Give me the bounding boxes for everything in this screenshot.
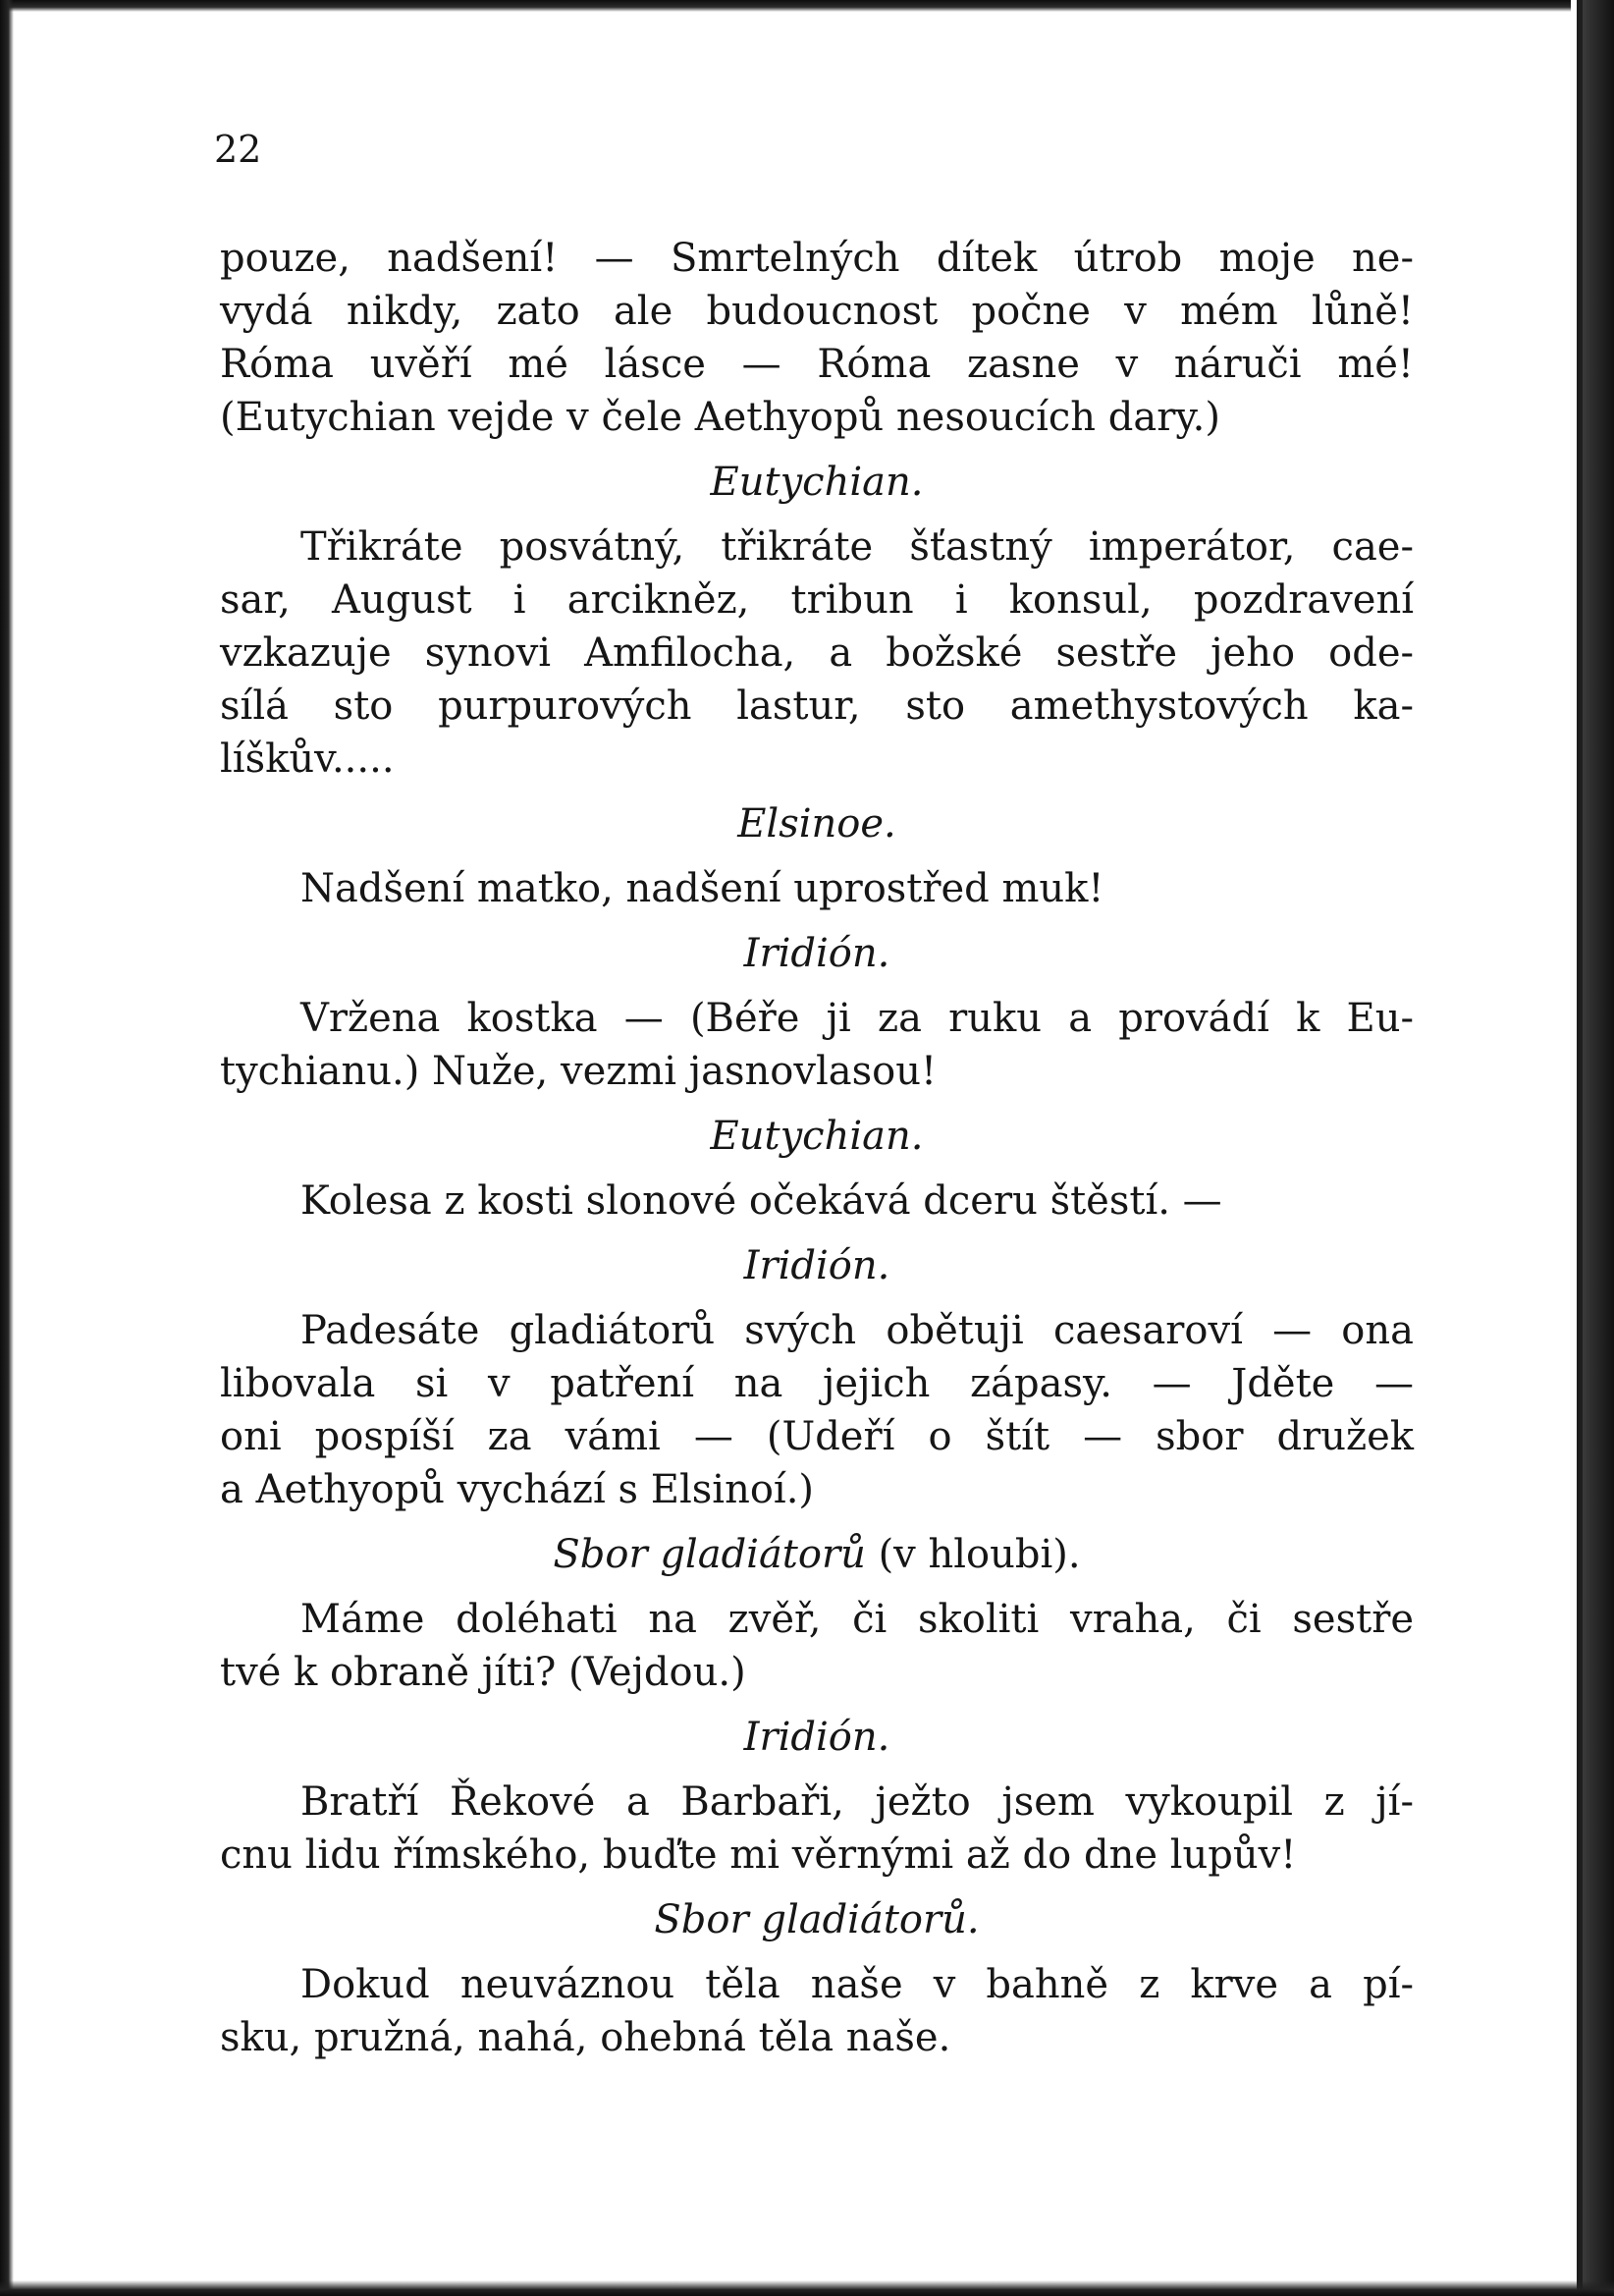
paragraph	[220, 1304, 1414, 1516]
text-line: sar, August i arcikněz, tribun i konsul, pozdravení	[220, 577, 1414, 623]
speaker-heading	[220, 1528, 1414, 1581]
text-line: sílá sto purpurových lastur, sto amethystových ka-	[220, 683, 1414, 729]
speaker-name: Iridión.	[743, 1715, 890, 1760]
page-number: 22	[214, 128, 262, 171]
scan-border-bottom	[0, 2280, 1614, 2296]
paragraph	[220, 992, 1414, 1098]
text-line: líškův.....	[220, 737, 395, 782]
paragraph	[220, 1593, 1414, 1699]
text-line: tychianu.) Nuže, vezmi jasnovlasou!	[220, 1049, 938, 1094]
scan-border-right	[1571, 0, 1614, 2296]
speaker-name: Eutychian.	[710, 460, 924, 505]
speaker-heading	[220, 1711, 1414, 1764]
text-line: pouze, nadšení! — Smrtelných dítek útrob moje ne-	[220, 236, 1414, 281]
speaker-name: Iridión.	[743, 931, 890, 976]
text-line: Nadšení matko, nadšení uprostřed muk!	[300, 866, 1104, 911]
scan-border-left	[0, 0, 14, 2296]
speaker-heading	[220, 1110, 1414, 1163]
paragraph	[220, 862, 1414, 915]
text-line: Máme doléhati na zvěř, či skoliti vraha, či sestře	[300, 1597, 1414, 1642]
text-line: a Aethyopů vychází s Elsinoí.)	[220, 1467, 815, 1512]
speaker-name: Elsinoe.	[737, 801, 896, 847]
speaker-heading	[220, 1239, 1414, 1292]
stage-direction: (v hloubi).	[865, 1532, 1081, 1577]
page-text	[220, 232, 1414, 2064]
speaker-name: Eutychian.	[710, 1114, 924, 1159]
text-line: Třikráte posvátný, třikráte šťastný imperátor, cae-	[300, 524, 1414, 570]
text-line: tvé k obraně jíti? (Vejdou.)	[220, 1650, 746, 1695]
speaker-name: Sbor gladiátorů.	[654, 1897, 980, 1942]
speaker-heading	[220, 797, 1414, 850]
text-line: cnu lidu římského, buďte mi věrnými až do dne lupův!	[220, 1832, 1297, 1878]
text-line: Kolesa z kosti slonové očekává dceru štěstí. —	[300, 1178, 1222, 1224]
scan-border-top	[0, 0, 1614, 12]
text-line: Bratří Řekové a Barbaři, ježto jsem vykoupil z jí-	[300, 1779, 1414, 1825]
paragraph	[220, 232, 1414, 444]
text-line: oni pospíší za vámi — (Udeří o štít — sbor družek	[220, 1414, 1414, 1459]
paragraph	[220, 520, 1414, 786]
speaker-heading	[220, 1893, 1414, 1946]
text-line: vydá nikdy, zato ale budoucnost počne v mém lůně!	[220, 289, 1414, 334]
text-line: Dokud neuváznou těla naše v bahně z krve a pí-	[300, 1962, 1414, 2007]
text-line: vzkazuje synovi Amfilocha, a božské sestře jeho ode-	[220, 630, 1414, 676]
paragraph	[220, 1958, 1414, 2064]
speaker-name: Sbor gladiátorů	[553, 1532, 866, 1577]
text-line: Vržena kostka — (Béře ji za ruku a provádí k Eu-	[300, 996, 1414, 1041]
paragraph	[220, 1175, 1414, 1228]
text-line: Róma uvěří mé lásce — Róma zasne v náruči mé!	[220, 342, 1414, 387]
speaker-heading	[220, 456, 1414, 509]
speaker-name: Iridión.	[743, 1243, 890, 1288]
text-line: libovala si v patření na jejich zápasy. — Jděte —	[220, 1361, 1414, 1406]
text-line: sku, pružná, nahá, ohebná těla naše.	[220, 2015, 951, 2060]
speaker-heading	[220, 927, 1414, 980]
paragraph	[220, 1776, 1414, 1882]
text-line: (Eutychian vejde v čele Aethyopů nesoucích dary.)	[220, 395, 1220, 440]
text-line: Padesáte gladiátorů svých obětuji caesaroví — ona	[300, 1308, 1414, 1353]
